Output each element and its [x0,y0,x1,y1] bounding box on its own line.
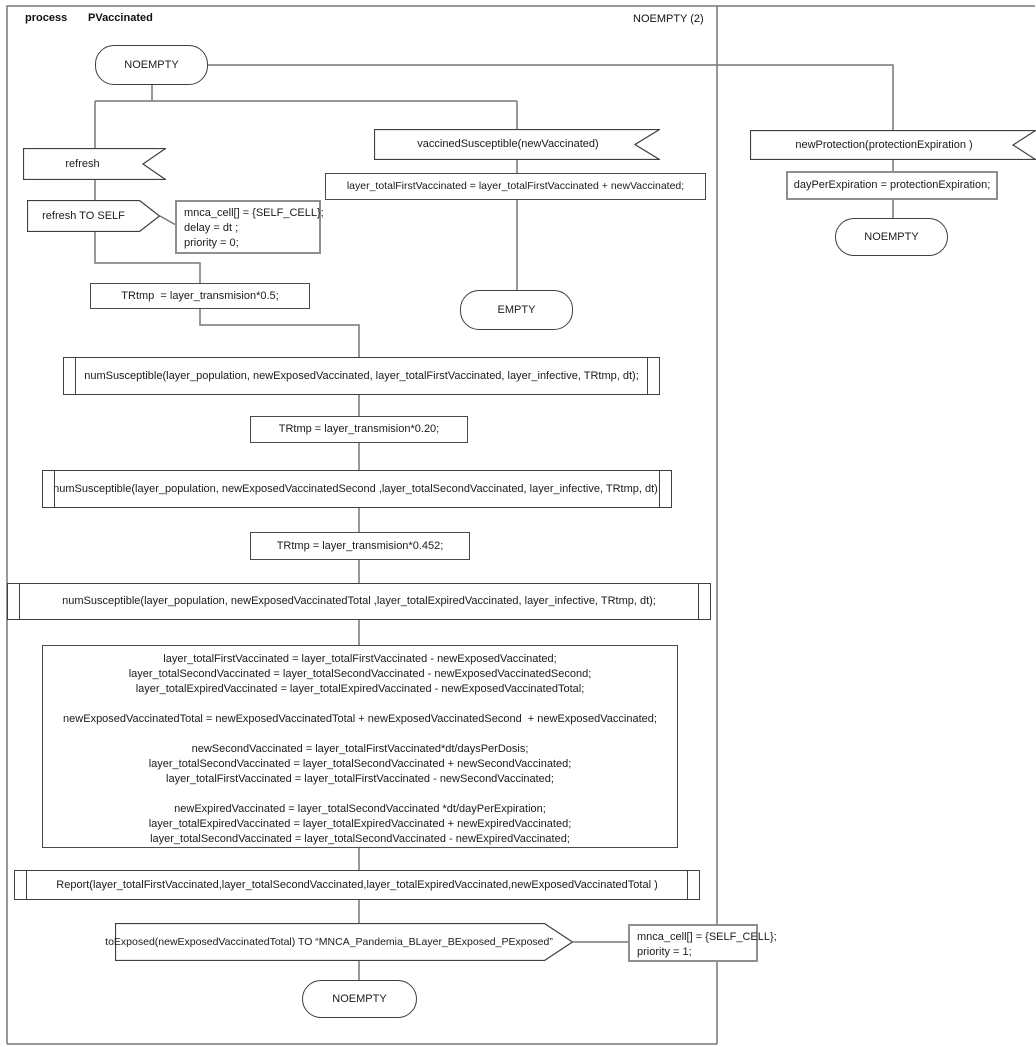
assign-trtmp-0452[interactable] [250,532,470,560]
call-label: Report(layer_totalFirstVaccinated,layer_totalSecondVaccinated,layer_totalExpiredVaccinated,newExposedVaccinatedTotal ) [56,878,658,891]
call-label: numSusceptible(layer_population, newExposedVaccinatedSecond ,layer_totalSecondVaccinated, layer_infective, TRtmp, dt); [53,482,661,495]
call-numsusceptible-3[interactable] [7,583,711,620]
assign-label: TRtmp = layer_transmision*0.452; [276,539,444,552]
assign-line: mnca_cell[] = {SELF_CELL}; [637,931,777,943]
assign-label: dayPerExpiration = protectionExpiration; [793,179,991,191]
state-empty[interactable] [460,290,573,330]
state-noempty-bottom[interactable] [302,980,417,1018]
assign-trtmp-05[interactable] [90,283,310,309]
assign-line: priority = 1; [637,946,692,958]
send-refresh-to-self[interactable] [27,200,160,232]
state-noempty-top[interactable] [95,45,208,85]
assign-label: TRtmp = layer_transmision*0.20; [278,423,440,435]
assign-vaccination-update[interactable] [42,645,678,848]
assign-line: layer_totalFirstVaccinated = layer_totalFirstVaccinated - newExposedVaccinated; [163,653,557,665]
assign-first-vaccinated[interactable] [325,173,706,200]
assign-line: layer_totalSecondVaccinated = layer_totalSecondVaccinated + newSecondVaccinated; [148,758,572,770]
state-label: NOEMPTY [124,58,179,71]
assign-label: TRtmp = layer_transmision*0.5; [121,289,279,302]
receive-label: refresh [65,157,100,170]
assign-mnca-exposed[interactable] [628,924,777,962]
call-numsusceptible-2[interactable] [42,470,672,508]
assign-line [43,727,677,742]
region-state-label: NOEMPTY (2) [633,13,704,25]
call-report[interactable] [14,870,700,900]
assign-line: layer_totalExpiredVaccinated = layer_totalExpiredVaccinated + newExpiredVaccinated; [148,818,572,830]
assign-line: layer_totalFirstVaccinated = layer_totalFirstVaccinated - newSecondVaccinated; [166,773,554,785]
state-label: NOEMPTY [332,992,387,1005]
call-label: numSusceptible(layer_population, newExposedVaccinated, layer_totalFirstVaccinated, layer_infective, TRtmp, dt); [84,369,639,382]
process-name-label: PVaccinated [88,12,153,24]
assign-line: layer_totalSecondVaccinated = layer_totalSecondVaccinated - newExpiredVaccinated; [150,833,570,845]
assign-line: newExpiredVaccinated = layer_totalSecondVaccinated *dt/dayPerExpiration; [174,803,546,815]
assign-line [43,787,677,802]
receive-vaccinedsusceptible[interactable] [374,129,660,160]
state-label: EMPTY [497,303,536,316]
state-label: NOEMPTY [864,230,919,243]
send-label: refresh TO SELF [42,209,125,222]
assign-line: delay = dt ; [184,222,239,234]
assign-mnca-self[interactable] [175,200,324,254]
send-label: toExposed(newExposedVaccinatedTotal) TO “MNCA_Pandemia_BLayer_BExposed_PExposed” [105,935,553,948]
assign-line: priority = 0; [184,237,239,249]
assign-line [43,697,677,712]
process-type-label: process [25,12,68,24]
send-toexposed[interactable] [105,923,573,961]
assign-line: newSecondVaccinated = layer_totalFirstVaccinated*dt/daysPerDosis; [191,743,529,755]
state-noempty-right[interactable] [835,218,948,256]
call-label: numSusceptible(layer_population, newExposedVaccinatedTotal ,layer_totalExpiredVaccinated, layer_infective, TRtmp, dt); [62,595,656,607]
receive-newprotection[interactable] [750,130,1036,160]
receive-label: vaccinedSusceptible(newVaccinated) [417,138,599,150]
assign-dayperexpiration[interactable] [786,171,998,200]
receive-label: newProtection(protectionExpiration ) [795,138,973,151]
assign-line: layer_totalExpiredVaccinated = layer_totalExpiredVaccinated - newExposedVaccinatedTotal; [135,683,585,695]
assign-label: layer_totalFirstVaccinated = layer_totalFirstVaccinated + newVaccinated; [346,180,685,192]
assign-line: mnca_cell[] = {SELF_CELL}; [184,207,324,219]
assign-line: newExposedVaccinatedTotal = newExposedVaccinatedTotal + newExposedVaccinatedSecond + newExposedVaccinated; [63,713,657,725]
receive-refresh[interactable] [23,148,166,180]
call-numsusceptible-1[interactable] [63,357,660,395]
assign-trtmp-020[interactable] [250,416,468,443]
assign-line: layer_totalSecondVaccinated = layer_totalSecondVaccinated - newExposedVaccinatedSecond; [128,668,592,680]
